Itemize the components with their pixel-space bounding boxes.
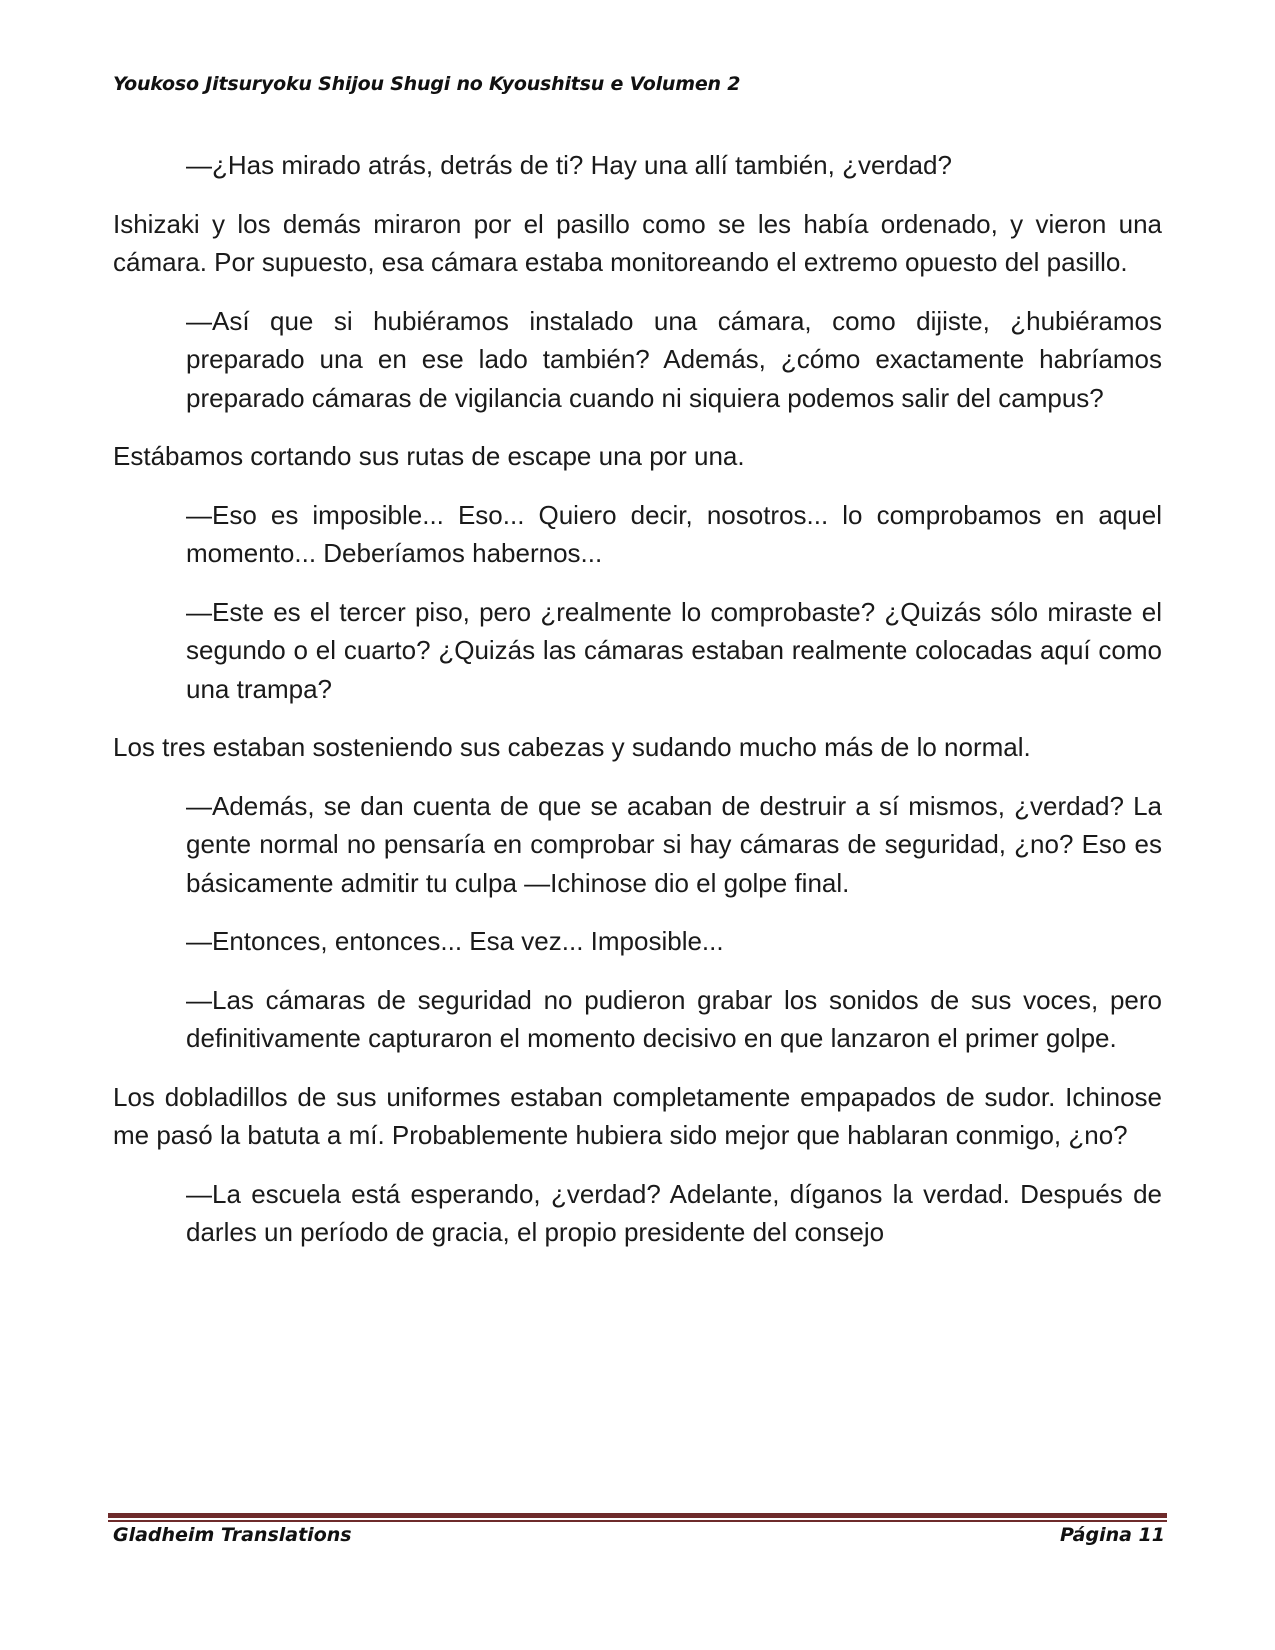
paragraph: Estábamos cortando sus rutas de escape una por una.	[113, 441, 745, 471]
paragraph: —Las cámaras de seguridad no pudieron grabar los sonidos de sus voces, pero definitivamente capturaron el momento decisivo en que lanzaron el primer golpe.	[186, 984, 1162, 1053]
body-text	[113, 146, 1162, 1272]
paragraph: —Entonces, entonces... Esa vez... Imposible...	[186, 926, 724, 956]
paragraph: Ishizaki y los demás miraron por el pasillo como se les había ordenado, y vieron una cámara. Por supuesto, esa cámara estaba monitoreando el extremo opuesto del pasillo.	[113, 208, 1162, 277]
paragraph: —Este es el tercer piso, pero ¿realmente lo comprobaste? ¿Quizás sólo miraste el segundo o el cuarto? ¿Quizás las cámaras estaban realmente colocadas aquí como una trampa?	[186, 596, 1162, 704]
footer-rule	[108, 1513, 1167, 1518]
paragraph: —¿Has mirado atrás, detrás de ti? Hay una allí también, ¿verdad?	[186, 150, 952, 180]
paragraph: Los tres estaban sosteniendo sus cabezas y sudando mucho más de lo normal.	[113, 732, 1031, 762]
running-header: Youkoso Jitsuryoku Shijou Shugi no Kyoushitsu e Volumen 2	[113, 73, 741, 95]
paragraph: —La escuela está esperando, ¿verdad? Adelante, díganos la verdad. Después de darles un período de gracia, el propio presidente del consejo	[186, 1178, 1162, 1247]
footer-rule-thin	[108, 1520, 1167, 1522]
paragraph: Los dobladillos de sus uniformes estaban completamente empapados de sudor. Ichinose me pasó la batuta a mí. Probablemente hubiera sido mejor que hablaran conmigo, ¿no?	[113, 1081, 1162, 1150]
footer-publisher: Gladheim Translations	[113, 1524, 352, 1546]
paragraph: —Eso es imposible... Eso... Quiero decir, nosotros... lo comprobamos en aquel momento... Deberíamos habernos...	[186, 499, 1162, 568]
footer-page-number: Página 11	[1059, 1524, 1165, 1546]
paragraph: —Además, se dan cuenta de que se acaban de destruir a sí mismos, ¿verdad? La gente normal no pensaría en comprobar si hay cámaras de seguridad, ¿no? Eso es básicamente admitir tu culpa —Ichinose dio el golpe final.	[186, 790, 1162, 898]
paragraph: —Así que si hubiéramos instalado una cámara, como dijiste, ¿hubiéramos preparado una en ese lado también? Además, ¿cómo exactamente habríamos preparado cámaras de vigilancia cuando ni siquiera podemos salir del campus?	[186, 305, 1162, 413]
